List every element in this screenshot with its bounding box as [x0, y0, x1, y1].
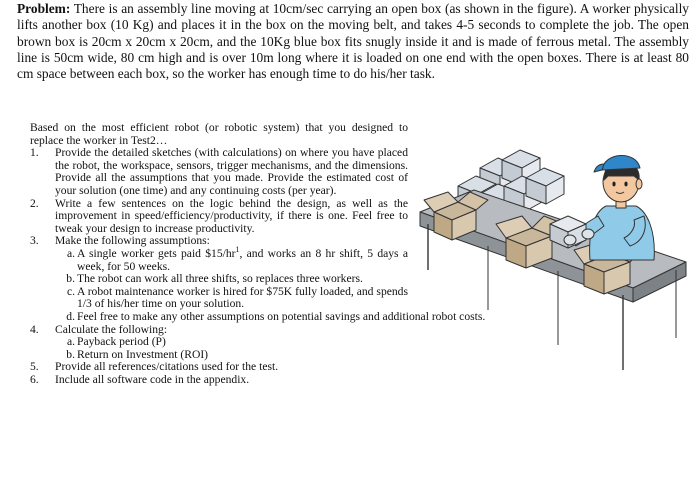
assumption-c [55, 286, 408, 311]
question-text: Calculate the following: [55, 322, 168, 336]
question-1 [30, 147, 408, 197]
question-text: Include all software code in the appendix. [55, 372, 250, 386]
sub-text: Payback period (P) [77, 335, 166, 349]
question-text: Write a few sentences on the logic behind the design, as well as the improvement in speed/efficiency/productivity, if there is one. Feel free to tweak your design to increase productivity. [55, 196, 408, 235]
problem-text: There is an assembly line moving at 10cm/sec carrying an open box (as shown in the figure). A worker physically lifts another box (10 Kg) and places it in the box on the moving belt, and takes 4-5 seconds to complete the job. The open brown box is 20cm x 20cm x 20cm, and the 10Kg blue box fits snugly inside it and is made of ferrous metal. The assembly line is 50cm wide, 80 cm high and is over 10m long where it is loaded on one end with the open boxes. There is at least 80 cm space between each box, so the worker has enough time to do his/her task. [17, 1, 689, 82]
sub-text: Feel free to make any other assumptions on potential savings and additional robot costs. [77, 309, 486, 323]
sub-text-cont: , and works an 8 hr shift, 5 days a week, for 50 weeks. [77, 246, 408, 273]
question-number: 3. [30, 234, 39, 248]
sub-text: A robot maintenance worker is hired for $75K fully loaded, and spends 1/3 of his/her time on your solution. [77, 284, 408, 311]
question-text: Make the following assumptions: [55, 234, 210, 248]
question-number: 6. [30, 372, 39, 386]
question-list [30, 146, 486, 386]
question-text: Provide the detailed sketches (with calculations) on where you have placed the robot, the workspace, sensors, trigger mechanisms, and the dimensions. Provide all the assumptions that you made. Provide the estimated cost of your solution (one time) and any continuing costs (per year). [55, 146, 408, 197]
question-number: 5. [30, 360, 39, 374]
sub-number: c. [66, 284, 75, 298]
sub-number: d. [66, 309, 75, 323]
question-number: 1. [30, 146, 39, 160]
sub-number: b. [66, 272, 75, 286]
assumption-a [55, 245, 408, 273]
sub-number: b. [66, 347, 75, 361]
problem-statement [17, 1, 689, 82]
sub-number: a. [66, 335, 75, 349]
worker-figure [550, 155, 654, 260]
question-6 [30, 374, 408, 387]
question-section [30, 121, 486, 386]
question-number: 4. [30, 322, 39, 336]
question-number: 2. [30, 196, 39, 210]
assumption-list [55, 245, 486, 324]
calculation-list [55, 336, 408, 361]
question-4 [30, 324, 408, 362]
assembly-line-illustration [418, 120, 690, 382]
sub-number: a. [66, 246, 75, 260]
question-3 [30, 234, 486, 323]
sub-text: Return on Investment (ROI) [77, 347, 209, 361]
question-2 [30, 198, 408, 236]
footnote-mark: 1 [235, 245, 240, 255]
sub-text: The robot can work all three shifts, so replaces three workers. [77, 272, 363, 286]
sub-text: A single worker gets paid $15/hr [77, 246, 236, 260]
intro-text: Based on the most efficient robot (or robotic system) that you designed to replace the worker in Test2… [30, 121, 408, 147]
question-text: Provide all references/citations used for the test. [55, 360, 279, 374]
problem-label: Problem: [17, 1, 71, 16]
